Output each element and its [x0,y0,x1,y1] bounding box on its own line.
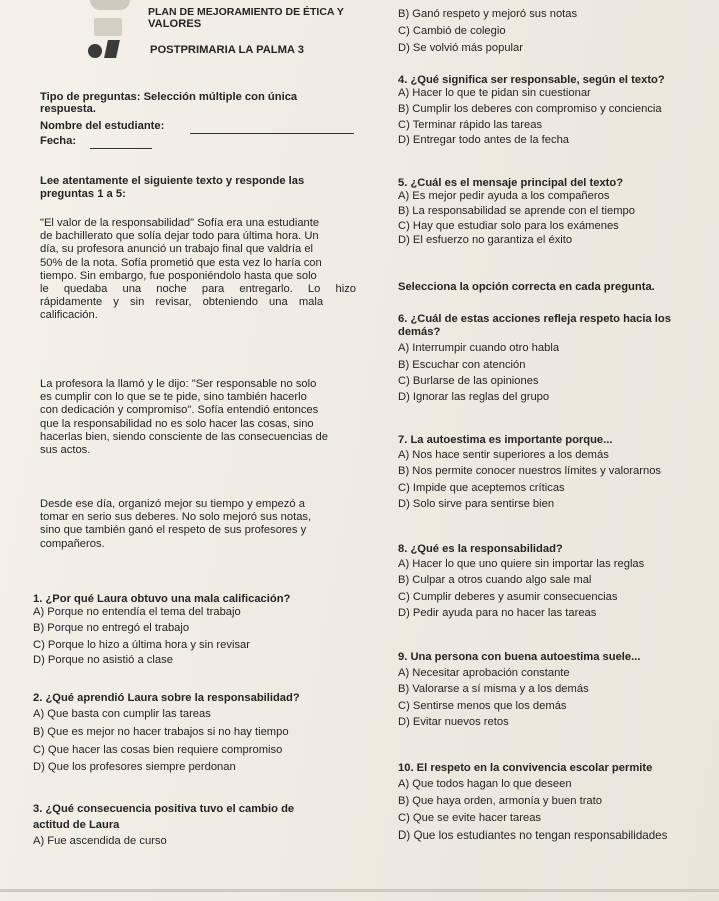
question-5 [398,177,635,247]
question-type-line2: respuesta. [40,103,96,115]
answer-option[interactable]: C) Sentirse menos que los demás [398,699,567,712]
logo-arch-shape [90,0,130,10]
question-7 [398,434,661,511]
answer-option[interactable]: A) Hacer lo que te pidan sin cuestionar [398,87,591,100]
read-instruction-line1: Lee atentamente el siguiente texto y responde las [40,175,305,187]
answer-option[interactable]: D) Se volvió más popular [398,42,523,55]
question-2 [33,692,300,774]
answer-option[interactable]: B) Que haya orden, armonía y buen trato [398,795,602,808]
story-line: tiempo. Sin embargo, fue posponiéndolo hasta que solo [40,269,317,282]
answer-option[interactable]: A) Fue ascendida de curso [33,835,167,848]
logo-book-shape [94,18,122,36]
question-3 [33,803,294,849]
story-paragraph-2 [40,378,328,457]
story-line: de bachillerato que solía dejar todo para última hora. Un [40,230,319,243]
question-text: 5. ¿Cuál es el mensaje principal del texto? [398,177,624,189]
story-paragraph-3 [40,498,311,551]
answer-option[interactable]: C) Terminar rápido las tareas [398,118,543,131]
question-1 [33,593,290,667]
answer-option[interactable]: B) Ganó respeto y mejoró sus notas [398,8,578,20]
question-text: 4. ¿Qué significa ser responsable, según el texto? [398,74,665,86]
answer-option[interactable]: D) Que los profesores siempre perdonan [33,760,236,773]
story-line: tomar en serio sus deberes. No solo mejoró sus notas, [40,511,312,524]
answer-option[interactable]: A) Interrumpir cuando otro habla [398,342,560,355]
answer-option[interactable]: C) Que hacer las cosas bien requiere compromiso [33,743,283,756]
answer-option[interactable]: B) Cumplir los deberes con compromiso y conciencia [398,103,662,116]
answer-option[interactable]: D) Evitar nuevos retos [398,715,509,728]
section-instruction: Selecciona la opción correcta en cada pregunta. [398,281,655,293]
answer-option[interactable]: C) Cambió de colegio [398,25,506,38]
story-line: rápidamente y sin revisar, obteniendo una mala [40,296,324,309]
question-text: 10. El respeto en la convivencia escolar permite [398,762,653,774]
answer-option[interactable]: C) Hay que estudiar solo para los exámenes [398,219,619,232]
answer-option[interactable]: B) Valorarse a sí misma y a los demás [398,683,589,696]
question-text-cont: demás? [398,326,441,339]
answer-option[interactable]: A) Nos hace sentir superiores a los demás [398,449,609,462]
answer-option[interactable]: D) Que los estudiantes no tengan responsabilidades [398,828,668,842]
header-title-line1: PLAN DE MEJORAMIENTO DE ÉTICA Y [148,6,344,18]
story-line: Desde ese día, organizó mejor su tiempo y empezó a [40,498,305,510]
answer-option[interactable]: D) Entregar todo antes de la fecha [398,133,570,146]
answer-option[interactable]: A) Porque no entendía el tema del trabajo [33,606,241,619]
school-logo [70,0,140,62]
answer-option[interactable]: B) Que es mejor no hacer trabajos si no hay tiempo [33,726,289,739]
story-line: compañeros. [40,537,105,550]
student-name-field[interactable] [190,133,354,134]
logo-circle-shape [88,44,102,58]
story-line: "El valor de la responsabilidad" Sofía era una estudiante [40,217,320,229]
student-name-label: Nombre del estudiante: [40,120,165,132]
header-title-line2: VALORES [148,18,202,30]
story-line: es cumplir con lo que se te pide, sino también hacerlo [40,391,307,404]
answer-option[interactable]: B) La responsabilidad se aprende con el tiempo [398,205,635,218]
story-line: le quedaba una noche para entregarlo. Lo hizo [40,283,357,296]
story-line: calificación. [40,309,98,322]
answer-option[interactable]: C) Impide que aceptemos críticas [398,481,565,494]
question-10 [398,762,667,842]
question-text: 2. ¿Qué aprendió Laura sobre la responsabilidad? [33,692,300,704]
story-line: 50% de la nota. Sofía prometió que esta vez lo haría con [40,256,322,269]
read-instruction-line2: preguntas 1 a 5: [40,188,126,200]
story-line: hacerlas bien, siendo consciente de las consecuencias de [40,430,328,443]
answer-option[interactable]: D) Solo sirve para sentirse bien [398,497,555,510]
story-line: sino que también ganó el respeto de sus profesores y [40,524,307,537]
question-text: 8. ¿Qué es la responsabilidad? [398,543,563,555]
question-text: 1. ¿Por qué Laura obtuvo una mala calificación? [33,593,291,605]
question-type-line1: Tipo de preguntas: Selección múltiple con única [40,91,298,103]
question-4 [398,74,665,147]
question-text: 6. ¿Cuál de estas acciones refleja respeto hacia los [398,313,671,325]
question-text: 3. ¿Qué consecuencia positiva tuvo el cambio de [33,803,295,815]
answer-option[interactable]: B) Nos permite conocer nuestros límites y valorarnos [398,465,662,478]
answer-option[interactable]: C) Burlarse de las opiniones [398,374,539,387]
story-line: con dedicación y compromiso". Sofía entendió entonces [40,404,319,417]
date-field[interactable] [90,148,152,149]
answer-option[interactable]: B) Culpar a otros cuando algo sale mal [398,574,592,587]
answer-option[interactable]: A) Necesitar aprobación constante [398,667,570,680]
answer-option[interactable]: B) Porque no entregó el trabajo [33,622,190,635]
story-paragraph-1 [40,217,356,323]
story-line: La profesora la llamó y le dijo: "Ser responsable no solo [40,378,317,390]
question-9 [398,651,640,729]
question-6 [398,313,671,404]
page-bottom-edge [0,889,719,892]
answer-option[interactable]: A) Que todos hagan lo que deseen [398,778,572,791]
answer-option[interactable]: D) Pedir ayuda para no hacer las tareas [398,606,597,619]
logo-flag-shape [104,40,120,58]
answer-option[interactable]: A) Hacer lo que uno quiere sin importar las reglas [398,558,645,571]
story-line: que la responsabilidad no es solo hacer las cosas, sino [40,417,314,430]
date-label: Fecha: [40,135,77,147]
school-name: POSTPRIMARIA LA PALMA 3 [150,44,304,56]
question-text-cont: actitud de Laura [33,819,120,832]
answer-option[interactable]: A) Es mejor pedir ayuda a los compañeros [398,190,610,203]
story-line: día, su profesora anunció un trabajo final que valdría el [40,243,314,256]
question-text: 7. La autoestima es importante porque... [398,434,613,446]
story-line: sus actos. [40,444,91,457]
answer-option[interactable]: A) Que basta con cumplir las tareas [33,708,211,721]
question-text: 9. Una persona con buena autoestima suele... [398,651,641,663]
question-3-continued [398,8,577,56]
answer-option[interactable]: C) Cumplir deberes y asumir consecuencias [398,590,618,603]
answer-option[interactable]: C) Que se evite hacer tareas [398,811,542,824]
answer-option[interactable]: B) Escuchar con atención [398,358,526,371]
answer-option[interactable]: D) Ignorar las reglas del grupo [398,391,550,404]
answer-option[interactable]: C) Porque lo hizo a última hora y sin revisar [33,638,251,651]
answer-option[interactable]: D) Porque no asistió a clase [33,653,173,666]
question-8 [398,543,644,620]
answer-option[interactable]: D) El esfuerzo no garantiza el éxito [398,233,573,246]
